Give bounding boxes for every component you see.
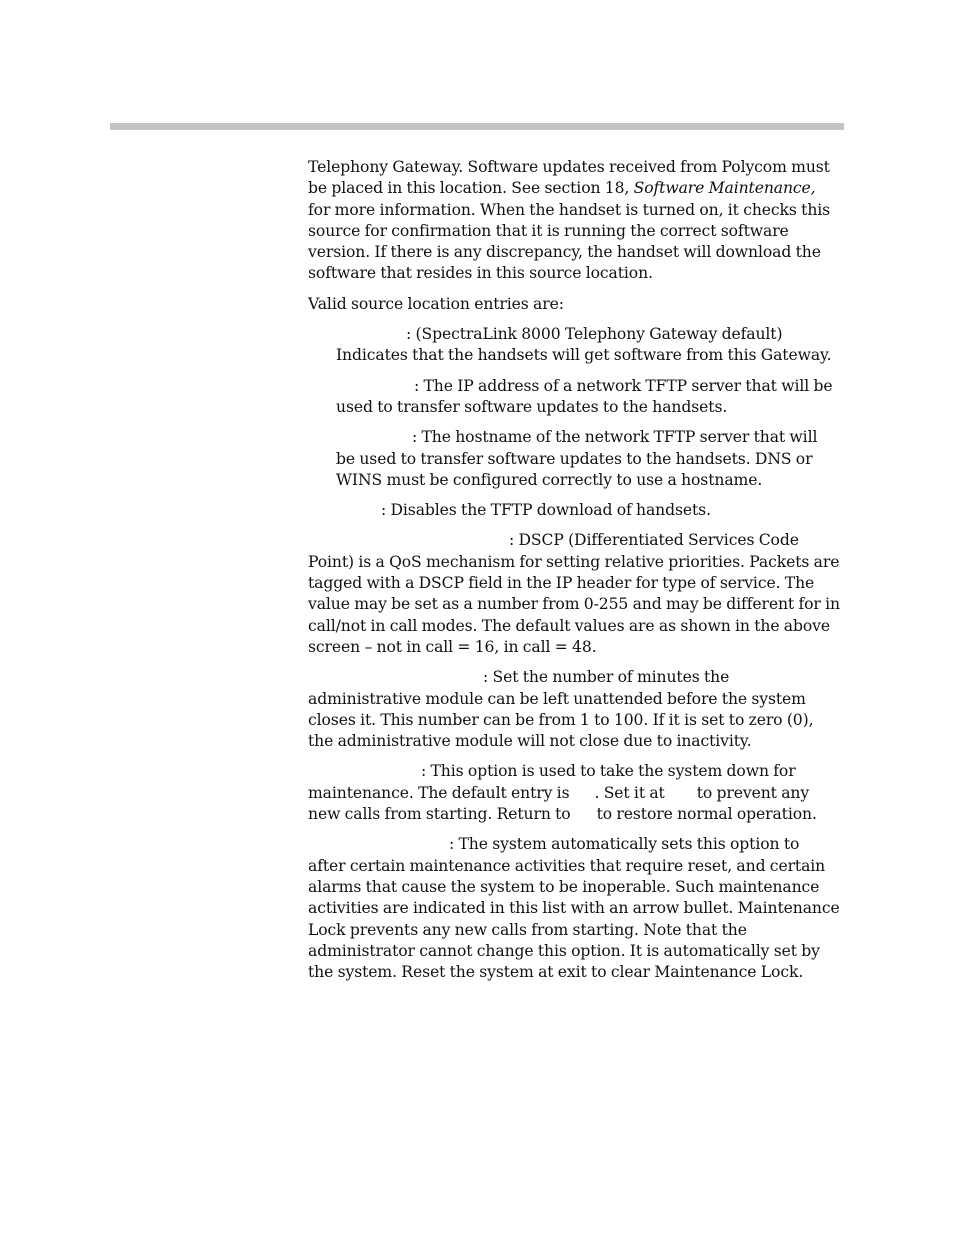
maintenance-paragraph: : This option is used to take the system down for maintenance. The default entry is . Set it at to prevent any new calls from starting. Return to to restore normal operation. bbox=[308, 762, 817, 824]
entry-disable: : Disables the TFTP download of handsets. bbox=[381, 501, 711, 520]
maintenance-lock-paragraph: : The system automatically sets this option to after certain maintenance activities that require reset, and certain alarms that cause the system to be inoperable. Such maintenance activities are indicated in this list with an arrow bullet. Maintenance Lock prevents any new calls from starting. Note that the administrator cannot change this option. It is automatically set by the system. Reset the system at exit to clear Maintenance Lock. bbox=[308, 835, 840, 982]
entry-ip-address: : The IP address of a network TFTP server that will be used to transfer software updates to the handsets. bbox=[336, 376, 833, 416]
dscp-paragraph: : DSCP (Differentiated Services Code Point) is a QoS mechanism for setting relative priorities. Packets are tagged with a DSCP field in the IP header for type of service. The value may be set as a number from 0-255 and may be different for in call/not in call modes. The default values are as shown in the above screen – not in call = 16, in call = 48. bbox=[308, 531, 840, 656]
header-rule bbox=[110, 123, 844, 130]
document-body bbox=[308, 157, 840, 992]
entry-hostname: : The hostname of the network TFTP server that will be used to transfer software updates to the handsets. DNS or WINS must be configured correctly to use a hostname. bbox=[336, 428, 818, 489]
valid-entries-heading: Valid source location entries are: bbox=[308, 294, 564, 313]
entry-gateway: : (SpectraLink 8000 Telephony Gateway default) Indicates that the handsets will get software from this Gateway. bbox=[336, 325, 832, 365]
section-reference: Software Maintenance, bbox=[633, 179, 816, 198]
timeout-paragraph: : Set the number of minutes the administrative module can be left unattended before the system closes it. This number can be from 1 to 100. If it is set to zero (0), the administrative module will not close due to inactivity. bbox=[308, 668, 814, 751]
intro-paragraph: Telephony Gateway. Software updates received from Polycom must be placed in this location. See section 18, Software Maintenance, for more information. When the handset is turned on, it checks this source for confirmation that it is running the correct software version. If there is any discrepancy, the handset will download the software that resides in this source location. bbox=[308, 158, 831, 283]
